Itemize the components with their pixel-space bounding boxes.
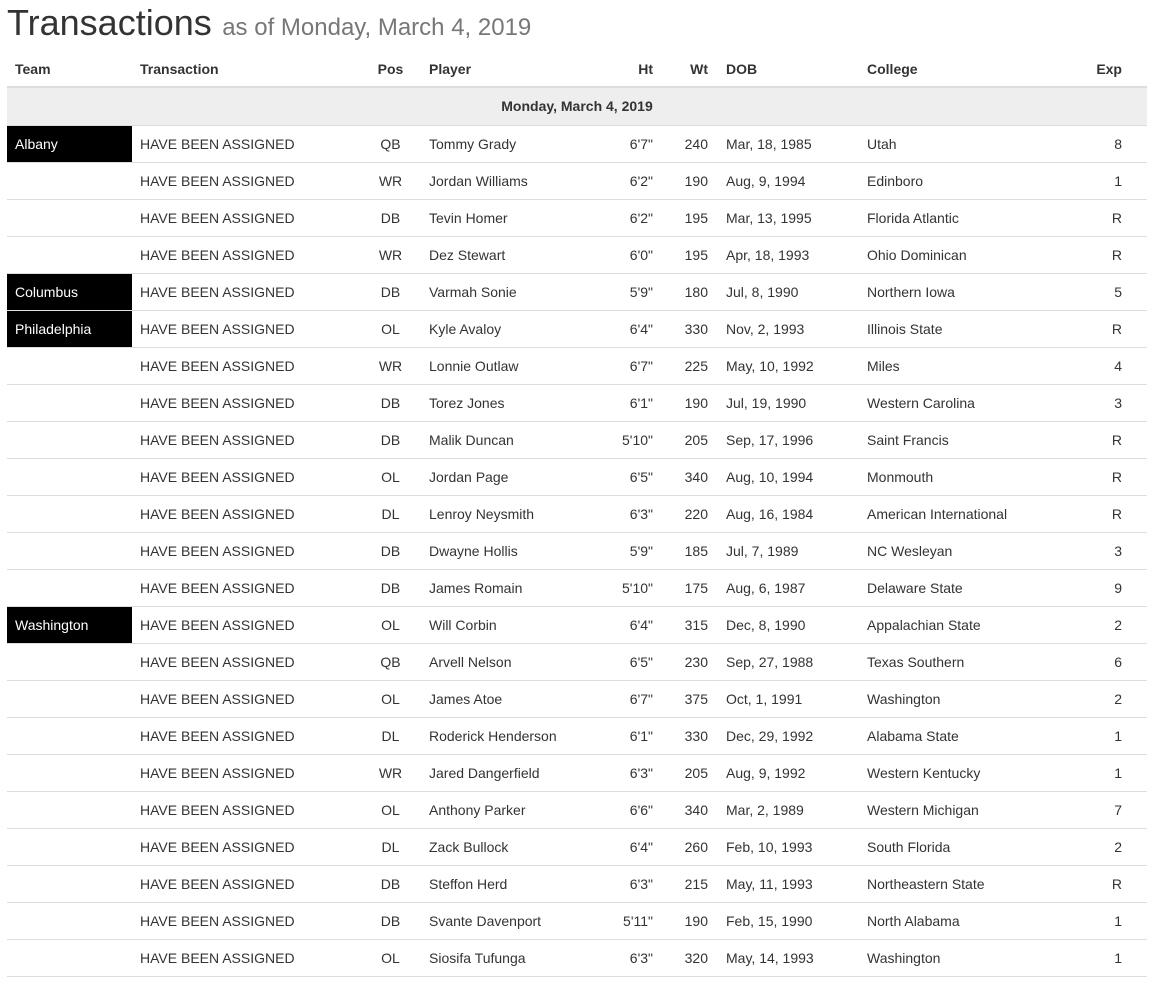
- college-cell: Texas Southern: [859, 643, 1082, 680]
- column-header-pos: Pos: [360, 51, 421, 87]
- pos-cell: DL: [360, 717, 421, 754]
- pos-cell: DB: [360, 421, 421, 458]
- table-row: [7, 717, 1147, 754]
- table-row: [7, 902, 1147, 939]
- team-cell: Washington: [7, 606, 132, 643]
- player-cell: Tevin Homer: [421, 199, 611, 236]
- date-group-label: Monday, March 4, 2019: [7, 87, 1147, 125]
- table-row: [7, 310, 1147, 347]
- weight-cell: 225: [671, 347, 718, 384]
- player-cell: Tommy Grady: [421, 125, 611, 162]
- transaction-cell: HAVE BEEN ASSIGNED: [132, 754, 360, 791]
- height-cell: 5'11": [611, 902, 671, 939]
- height-cell: 5'10": [611, 569, 671, 606]
- transaction-cell: HAVE BEEN ASSIGNED: [132, 236, 360, 273]
- table-row: [7, 236, 1147, 273]
- experience-cell: 5: [1082, 273, 1147, 310]
- height-cell: 6'1": [611, 384, 671, 421]
- table-row: [7, 199, 1147, 236]
- pos-cell: DB: [360, 569, 421, 606]
- player-cell: Varmah Sonie: [421, 273, 611, 310]
- table-header-row: [7, 51, 1147, 87]
- pos-cell: DB: [360, 199, 421, 236]
- experience-cell: 9: [1082, 569, 1147, 606]
- dob-cell: Nov, 2, 1993: [718, 310, 859, 347]
- transaction-cell: HAVE BEEN ASSIGNED: [132, 606, 360, 643]
- experience-cell: R: [1082, 458, 1147, 495]
- height-cell: 6'3": [611, 865, 671, 902]
- team-cell: Columbus: [7, 273, 132, 310]
- pos-cell: OL: [360, 458, 421, 495]
- dob-cell: Dec, 29, 1992: [718, 717, 859, 754]
- column-header-team: Team: [7, 51, 132, 87]
- team-cell: [7, 569, 132, 606]
- weight-cell: 215: [671, 865, 718, 902]
- pos-cell: DB: [360, 384, 421, 421]
- pos-cell: OL: [360, 680, 421, 717]
- college-cell: Saint Francis: [859, 421, 1082, 458]
- pos-cell: OL: [360, 791, 421, 828]
- dob-cell: Mar, 2, 1989: [718, 791, 859, 828]
- transaction-cell: HAVE BEEN ASSIGNED: [132, 717, 360, 754]
- player-cell: Jared Dangerfield: [421, 754, 611, 791]
- team-cell: [7, 717, 132, 754]
- team-cell: [7, 939, 132, 976]
- team-cell: [7, 384, 132, 421]
- team-cell: [7, 421, 132, 458]
- pos-cell: OL: [360, 606, 421, 643]
- weight-cell: 180: [671, 273, 718, 310]
- transaction-cell: HAVE BEEN ASSIGNED: [132, 458, 360, 495]
- column-header-wt: Wt: [671, 51, 718, 87]
- experience-cell: 2: [1082, 606, 1147, 643]
- pos-cell: DL: [360, 828, 421, 865]
- height-cell: 6'5": [611, 458, 671, 495]
- college-cell: Miles: [859, 347, 1082, 384]
- height-cell: 6'7": [611, 680, 671, 717]
- team-cell: [7, 458, 132, 495]
- table-row: [7, 939, 1147, 976]
- table-row: [7, 569, 1147, 606]
- height-cell: 6'7": [611, 347, 671, 384]
- weight-cell: 175: [671, 569, 718, 606]
- height-cell: 6'4": [611, 310, 671, 347]
- table-row: [7, 532, 1147, 569]
- experience-cell: 1: [1082, 754, 1147, 791]
- dob-cell: Aug, 9, 1994: [718, 162, 859, 199]
- table-row: [7, 606, 1147, 643]
- height-cell: 6'0": [611, 236, 671, 273]
- player-cell: James Romain: [421, 569, 611, 606]
- table-row: [7, 865, 1147, 902]
- player-cell: Arvell Nelson: [421, 643, 611, 680]
- height-cell: 6'6": [611, 791, 671, 828]
- table-row: [7, 421, 1147, 458]
- dob-cell: Sep, 27, 1988: [718, 643, 859, 680]
- weight-cell: 260: [671, 828, 718, 865]
- weight-cell: 330: [671, 310, 718, 347]
- experience-cell: R: [1082, 199, 1147, 236]
- college-cell: Ohio Dominican: [859, 236, 1082, 273]
- transaction-cell: HAVE BEEN ASSIGNED: [132, 569, 360, 606]
- team-cell: [7, 347, 132, 384]
- player-cell: Torez Jones: [421, 384, 611, 421]
- height-cell: 6'4": [611, 828, 671, 865]
- dob-cell: Jul, 7, 1989: [718, 532, 859, 569]
- table-row: [7, 791, 1147, 828]
- experience-cell: 7: [1082, 791, 1147, 828]
- weight-cell: 205: [671, 754, 718, 791]
- transaction-cell: HAVE BEEN ASSIGNED: [132, 421, 360, 458]
- experience-cell: 3: [1082, 384, 1147, 421]
- team-cell: Albany: [7, 125, 132, 162]
- player-cell: Anthony Parker: [421, 791, 611, 828]
- transaction-cell: HAVE BEEN ASSIGNED: [132, 347, 360, 384]
- pos-cell: DB: [360, 902, 421, 939]
- weight-cell: 185: [671, 532, 718, 569]
- player-cell: Lonnie Outlaw: [421, 347, 611, 384]
- height-cell: 6'5": [611, 643, 671, 680]
- pos-cell: QB: [360, 125, 421, 162]
- table-row: [7, 680, 1147, 717]
- page-subtitle: as of Monday, March 4, 2019: [222, 14, 532, 41]
- experience-cell: 2: [1082, 680, 1147, 717]
- college-cell: Western Carolina: [859, 384, 1082, 421]
- dob-cell: Sep, 17, 1996: [718, 421, 859, 458]
- experience-cell: R: [1082, 865, 1147, 902]
- college-cell: NC Wesleyan: [859, 532, 1082, 569]
- height-cell: 6'3": [611, 495, 671, 532]
- college-cell: Alabama State: [859, 717, 1082, 754]
- experience-cell: 1: [1082, 717, 1147, 754]
- table-row: [7, 347, 1147, 384]
- college-cell: Washington: [859, 939, 1082, 976]
- player-cell: Jordan Williams: [421, 162, 611, 199]
- team-cell: [7, 791, 132, 828]
- dob-cell: Mar, 18, 1985: [718, 125, 859, 162]
- team-cell: [7, 865, 132, 902]
- transaction-cell: HAVE BEEN ASSIGNED: [132, 384, 360, 421]
- experience-cell: 4: [1082, 347, 1147, 384]
- player-cell: Zack Bullock: [421, 828, 611, 865]
- weight-cell: 330: [671, 717, 718, 754]
- team-cell: [7, 680, 132, 717]
- team-cell: [7, 199, 132, 236]
- transaction-cell: HAVE BEEN ASSIGNED: [132, 532, 360, 569]
- pos-cell: DL: [360, 495, 421, 532]
- page-title: Transactions: [7, 2, 212, 43]
- player-cell: Kyle Avaloy: [421, 310, 611, 347]
- column-header-player: Player: [421, 51, 611, 87]
- transaction-cell: HAVE BEEN ASSIGNED: [132, 865, 360, 902]
- weight-cell: 240: [671, 125, 718, 162]
- team-cell: [7, 236, 132, 273]
- pos-cell: OL: [360, 939, 421, 976]
- pos-cell: DB: [360, 273, 421, 310]
- dob-cell: Aug, 6, 1987: [718, 569, 859, 606]
- table-row: [7, 384, 1147, 421]
- dob-cell: Apr, 18, 1993: [718, 236, 859, 273]
- weight-cell: 315: [671, 606, 718, 643]
- player-cell: Lenroy Neysmith: [421, 495, 611, 532]
- transaction-cell: HAVE BEEN ASSIGNED: [132, 939, 360, 976]
- pos-cell: OL: [360, 310, 421, 347]
- player-cell: Dwayne Hollis: [421, 532, 611, 569]
- table-row: [7, 754, 1147, 791]
- team-cell: [7, 162, 132, 199]
- team-cell: [7, 754, 132, 791]
- weight-cell: 205: [671, 421, 718, 458]
- pos-cell: QB: [360, 643, 421, 680]
- dob-cell: Feb, 10, 1993: [718, 828, 859, 865]
- experience-cell: R: [1082, 310, 1147, 347]
- pos-cell: WR: [360, 162, 421, 199]
- college-cell: Illinois State: [859, 310, 1082, 347]
- transactions-table: [7, 51, 1147, 977]
- college-cell: Washington: [859, 680, 1082, 717]
- transaction-cell: HAVE BEEN ASSIGNED: [132, 125, 360, 162]
- player-cell: Svante Davenport: [421, 902, 611, 939]
- player-cell: Malik Duncan: [421, 421, 611, 458]
- height-cell: 5'9": [611, 532, 671, 569]
- pos-cell: DB: [360, 532, 421, 569]
- transaction-cell: HAVE BEEN ASSIGNED: [132, 310, 360, 347]
- transaction-cell: HAVE BEEN ASSIGNED: [132, 495, 360, 532]
- column-header-ht: Ht: [611, 51, 671, 87]
- dob-cell: Mar, 13, 1995: [718, 199, 859, 236]
- college-cell: South Florida: [859, 828, 1082, 865]
- date-group-row: [7, 87, 1147, 125]
- player-cell: Dez Stewart: [421, 236, 611, 273]
- height-cell: 6'2": [611, 162, 671, 199]
- player-cell: Will Corbin: [421, 606, 611, 643]
- weight-cell: 190: [671, 902, 718, 939]
- column-header-dob: DOB: [718, 51, 859, 87]
- experience-cell: R: [1082, 495, 1147, 532]
- dob-cell: Aug, 10, 1994: [718, 458, 859, 495]
- college-cell: Western Michigan: [859, 791, 1082, 828]
- dob-cell: Aug, 9, 1992: [718, 754, 859, 791]
- transaction-cell: HAVE BEEN ASSIGNED: [132, 791, 360, 828]
- weight-cell: 195: [671, 199, 718, 236]
- transaction-cell: HAVE BEEN ASSIGNED: [132, 902, 360, 939]
- height-cell: 5'10": [611, 421, 671, 458]
- transaction-cell: HAVE BEEN ASSIGNED: [132, 680, 360, 717]
- column-header-exp: Exp: [1082, 51, 1147, 87]
- college-cell: American International: [859, 495, 1082, 532]
- table-row: [7, 125, 1147, 162]
- height-cell: 6'7": [611, 125, 671, 162]
- transaction-cell: HAVE BEEN ASSIGNED: [132, 828, 360, 865]
- college-cell: Northern Iowa: [859, 273, 1082, 310]
- column-header-transaction: Transaction: [132, 51, 360, 87]
- table-row: [7, 273, 1147, 310]
- college-cell: Utah: [859, 125, 1082, 162]
- dob-cell: Jul, 8, 1990: [718, 273, 859, 310]
- team-cell: [7, 532, 132, 569]
- team-cell: [7, 902, 132, 939]
- column-header-college: College: [859, 51, 1082, 87]
- player-cell: Jordan Page: [421, 458, 611, 495]
- weight-cell: 340: [671, 791, 718, 828]
- college-cell: Northeastern State: [859, 865, 1082, 902]
- transaction-cell: HAVE BEEN ASSIGNED: [132, 273, 360, 310]
- dob-cell: May, 10, 1992: [718, 347, 859, 384]
- team-cell: [7, 643, 132, 680]
- weight-cell: 375: [671, 680, 718, 717]
- weight-cell: 190: [671, 384, 718, 421]
- height-cell: 6'3": [611, 939, 671, 976]
- pos-cell: WR: [360, 347, 421, 384]
- experience-cell: R: [1082, 421, 1147, 458]
- transaction-cell: HAVE BEEN ASSIGNED: [132, 162, 360, 199]
- height-cell: 6'3": [611, 754, 671, 791]
- college-cell: Edinboro: [859, 162, 1082, 199]
- table-row: [7, 162, 1147, 199]
- transaction-cell: HAVE BEEN ASSIGNED: [132, 643, 360, 680]
- experience-cell: 1: [1082, 902, 1147, 939]
- experience-cell: 2: [1082, 828, 1147, 865]
- dob-cell: Oct, 1, 1991: [718, 680, 859, 717]
- player-cell: James Atoe: [421, 680, 611, 717]
- weight-cell: 320: [671, 939, 718, 976]
- experience-cell: 1: [1082, 939, 1147, 976]
- college-cell: Monmouth: [859, 458, 1082, 495]
- player-cell: Siosifa Tufunga: [421, 939, 611, 976]
- team-cell: [7, 495, 132, 532]
- experience-cell: 1: [1082, 162, 1147, 199]
- college-cell: Western Kentucky: [859, 754, 1082, 791]
- experience-cell: 3: [1082, 532, 1147, 569]
- weight-cell: 190: [671, 162, 718, 199]
- table-row: [7, 828, 1147, 865]
- table-row: [7, 458, 1147, 495]
- college-cell: Florida Atlantic: [859, 199, 1082, 236]
- team-cell: [7, 828, 132, 865]
- college-cell: Appalachian State: [859, 606, 1082, 643]
- experience-cell: 8: [1082, 125, 1147, 162]
- dob-cell: May, 14, 1993: [718, 939, 859, 976]
- pos-cell: WR: [360, 236, 421, 273]
- dob-cell: Dec, 8, 1990: [718, 606, 859, 643]
- dob-cell: Jul, 19, 1990: [718, 384, 859, 421]
- dob-cell: Feb, 15, 1990: [718, 902, 859, 939]
- weight-cell: 220: [671, 495, 718, 532]
- pos-cell: WR: [360, 754, 421, 791]
- weight-cell: 340: [671, 458, 718, 495]
- table-row: [7, 643, 1147, 680]
- weight-cell: 195: [671, 236, 718, 273]
- college-cell: Delaware State: [859, 569, 1082, 606]
- table-body: [7, 87, 1147, 976]
- transaction-cell: HAVE BEEN ASSIGNED: [132, 199, 360, 236]
- experience-cell: R: [1082, 236, 1147, 273]
- height-cell: 6'1": [611, 717, 671, 754]
- team-cell: Philadelphia: [7, 310, 132, 347]
- player-cell: Steffon Herd: [421, 865, 611, 902]
- page-heading: [7, 2, 531, 44]
- dob-cell: May, 11, 1993: [718, 865, 859, 902]
- dob-cell: Aug, 16, 1984: [718, 495, 859, 532]
- weight-cell: 230: [671, 643, 718, 680]
- height-cell: 5'9": [611, 273, 671, 310]
- table-row: [7, 495, 1147, 532]
- experience-cell: 6: [1082, 643, 1147, 680]
- player-cell: Roderick Henderson: [421, 717, 611, 754]
- height-cell: 6'2": [611, 199, 671, 236]
- pos-cell: DB: [360, 865, 421, 902]
- college-cell: North Alabama: [859, 902, 1082, 939]
- height-cell: 6'4": [611, 606, 671, 643]
